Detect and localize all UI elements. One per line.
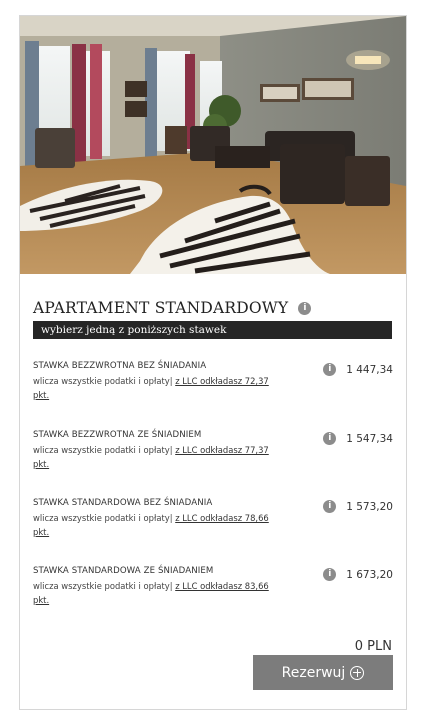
loyalty-points-link[interactable]: z LLC odkładasz 83,66 pkt. (33, 581, 269, 605)
room-card (19, 15, 407, 710)
info-icon[interactable]: i (323, 500, 336, 513)
rate-price (323, 363, 393, 376)
info-icon[interactable]: i (323, 363, 336, 376)
rate-price-value: 1 673,20 (346, 568, 393, 581)
reserve-button-label: Rezerwuj (281, 664, 346, 681)
total-price: 0 PLN (354, 639, 392, 654)
rate-price-value: 1 447,34 (346, 363, 393, 376)
reserve-button[interactable] (253, 655, 393, 690)
rate-description (33, 443, 283, 471)
rate-name: STAWKA BEZZWROTNA BEZ ŚNIADANIA (33, 361, 207, 371)
info-icon[interactable]: i (323, 432, 336, 445)
room-title-row (33, 299, 311, 317)
rate-description (33, 374, 283, 402)
loyalty-points-link[interactable]: z LLC odkładasz 78,66 pkt. (33, 513, 269, 537)
room-photo (20, 16, 406, 274)
info-icon[interactable]: i (298, 302, 311, 315)
rate-name: STAWKA STANDARDOWA BEZ ŚNIADANIA (33, 498, 213, 508)
rate-name: STAWKA BEZZWROTNA ZE ŚNIADNIEM (33, 430, 202, 440)
rate-price-value: 1 573,20 (346, 500, 393, 513)
rate-price (323, 500, 393, 513)
rate-name: STAWKA STANDARDOWA ZE ŚNIADANIEM (33, 566, 214, 576)
loyalty-points-link[interactable]: z LLC odkładasz 72,37 pkt. (33, 376, 269, 400)
rate-price-value: 1 547,34 (346, 432, 393, 445)
rate-option[interactable] (33, 361, 393, 402)
rates-header: wybierz jedną z poniższych stawek (33, 321, 392, 339)
plus-circle-icon (350, 666, 364, 680)
rate-option[interactable] (33, 430, 393, 471)
rate-option[interactable] (33, 566, 393, 607)
rate-price (323, 568, 393, 581)
rate-description (33, 579, 283, 607)
rate-taxes-note: wlicza wszystkie podatki i opłaty| (33, 581, 173, 591)
info-icon[interactable]: i (323, 568, 336, 581)
room-title: APARTAMENT STANDARDOWY (33, 299, 289, 317)
rate-taxes-note: wlicza wszystkie podatki i opłaty| (33, 513, 173, 523)
rate-description (33, 511, 283, 539)
rate-price (323, 432, 393, 445)
loyalty-points-link[interactable]: z LLC odkładasz 77,37 pkt. (33, 445, 269, 469)
rate-taxes-note: wlicza wszystkie podatki i opłaty| (33, 376, 173, 386)
rate-option[interactable] (33, 498, 393, 539)
rate-taxes-note: wlicza wszystkie podatki i opłaty| (33, 445, 173, 455)
